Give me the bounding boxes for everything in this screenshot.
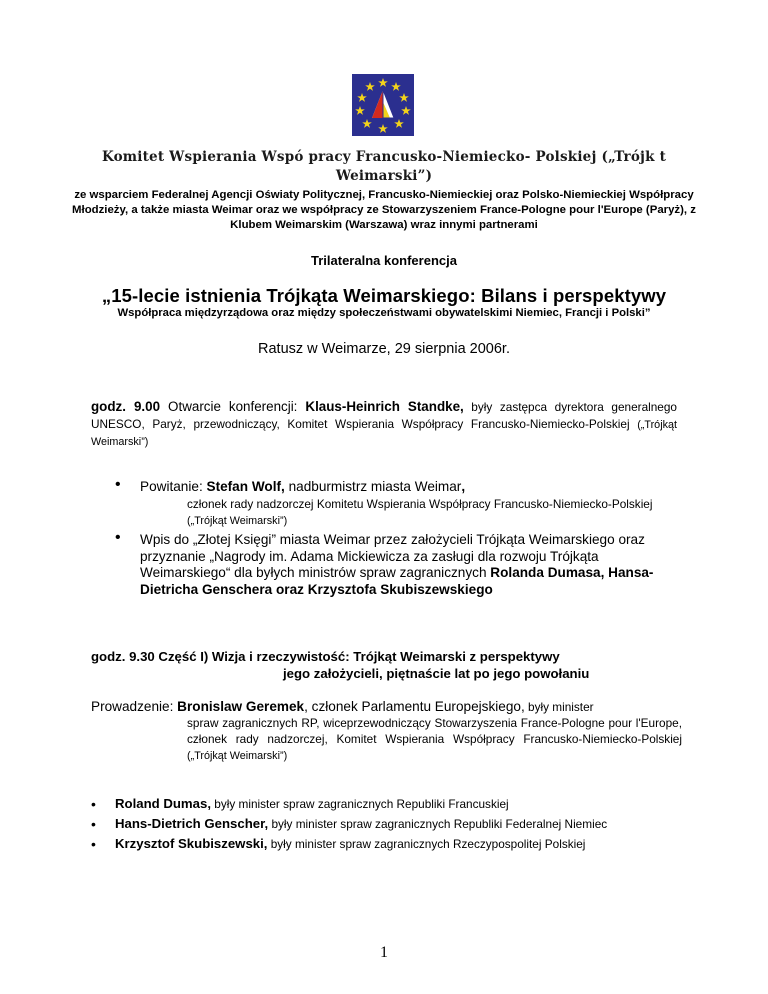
bullet-icon: • [115, 476, 121, 493]
speaker-list-item [91, 794, 607, 814]
support-statement: ze wsparciem Federalnej Agencji Oświaty Politycznej, Francusko-Niemieckiej oraz Polsko-Niemieckiej Współpracy Młodzieży, a także miasta Weimar oraz we współpracy ze Stowarzyszeniem France-Pologne pour l'Europe (Paryż), z Klubem Weimarskim (Warszawa) wraz innymi partnerami [72, 189, 696, 231]
weimar-triangle-logo [352, 74, 414, 136]
organisation-title-line2: Weimarski”) [335, 168, 433, 184]
organisation-title [60, 148, 708, 186]
bullet-icon: • [115, 529, 121, 546]
page-number: 1 [380, 944, 388, 961]
welcome-comma: , [461, 479, 466, 494]
session-opening [91, 399, 677, 451]
speaker-list-item [91, 834, 607, 854]
moderator-sub-role-tail: („Trójkąt Weimarski”) [187, 749, 288, 762]
welcome-item [140, 479, 465, 494]
bullet-icon: • [91, 816, 96, 832]
moderator-label: Prowadzenie: [91, 699, 178, 714]
session-opening-label: Otwarcie konferencji: [160, 399, 306, 414]
moderator-role-small: były minister [524, 700, 594, 714]
golden-book-laureates: Rolanda Dumasa, Hansa-Dietricha Genschera oraz Krzysztofa Skubiszewskiego [140, 565, 654, 597]
moderator-sub-role-text: spraw zagranicznych RP, wiceprzewodniczący Stowarzyszenia France-Pologne pour l'Europe, członek rady nadzorczej, Komitet Wspierania Współpracy Francusko-Niemiecko-Polskiej [187, 716, 682, 746]
welcome-sub-role-tail: („Trójkąt Weimarski”) [187, 514, 288, 527]
moderator-line [91, 698, 691, 716]
welcome-sub-role [187, 497, 682, 529]
moderator-sub-role [187, 716, 682, 764]
conference-subtitle: Współpraca międzyrządowa oraz między społeczeństwami obywatelskimi Niemiec, Francji i Polski” [117, 307, 651, 319]
conference-venue-date: Ratusz w Weimarze, 29 sierpnia 2006r. [258, 341, 510, 357]
bullet-icon: • [91, 796, 96, 812]
session-part-one-heading-line1: godz. 9.30 Część I) Wizja i rzeczywistość: Trójkąt Weimarski z perspektywy [91, 649, 560, 664]
speaker-list [91, 794, 607, 854]
speaker-name: Hans-Dietrich Genscher, [115, 816, 269, 831]
speaker-description: były minister spraw zagranicznych Republiki Francuskiej [211, 797, 509, 811]
speaker-description: były minister spraw zagranicznych Republiki Federalnej Niemiec [268, 817, 608, 831]
welcome-role: nadburmistrz miasta Weimar [284, 479, 462, 494]
moderator-role: , członek Parlamentu Europejskiego, [304, 699, 525, 714]
speaker-name: Roland Dumas, [115, 796, 211, 811]
welcome-sub-role-text: członek rady nadzorczej Komitetu Wspierania Współpracy Francusko-Niemiecko-Polskiej [187, 497, 653, 511]
session-opening-time: godz. 9.00 [91, 399, 161, 414]
conference-type: Trilateralna konferencja [311, 253, 457, 268]
organisation-title-line1: Komitet Wspierania Wspó pracy Francusko-Niemiecko- Polskiej („Trójk t [101, 149, 667, 165]
moderator-name: Bronislaw Geremek [177, 699, 305, 714]
welcome-prefix: Powitanie: [140, 479, 207, 494]
speaker-name: Krzysztof Skubiszewski, [115, 836, 268, 851]
session-part-one-heading-line2: jego założycieli, piętnaście lat po jego powołaniu [283, 666, 590, 681]
speaker-description: były minister spraw zagranicznych Rzeczypospolitej Polskiej [267, 837, 586, 851]
speaker-list-item [91, 814, 607, 834]
golden-book-item [140, 532, 688, 598]
golden-book-text: Wpis do „Złotej Księgi” miasta Weimar przez założycieli Trójkąta Weimarskiego oraz przyznanie „Nagrody im. Adama Mickiewicza za zasługi dla rozwoju Trójkąta Weimarskiego“ dla byłych ministrów spraw zagranicznych [140, 532, 645, 580]
session-part-one-heading [91, 648, 691, 682]
bullet-icon: • [91, 836, 96, 852]
conference-title: „15-lecie istnienia Trójkąta Weimarskiego: Bilans i perspektywy [101, 285, 667, 306]
session-opening-speaker: Klaus-Heinrich Standke, [305, 399, 464, 414]
welcome-speaker: Stefan Wolf, [206, 479, 285, 494]
session-opening-role-tail: („Trójkąt Weimarski”) [91, 418, 677, 448]
session-opening-speaker-role: były zastępca dyrektora generalnego UNESCO, Paryż, przewodniczący, Komitet Wspierania Współpracy Francusko-Niemiecko-Polskiej [91, 400, 677, 431]
